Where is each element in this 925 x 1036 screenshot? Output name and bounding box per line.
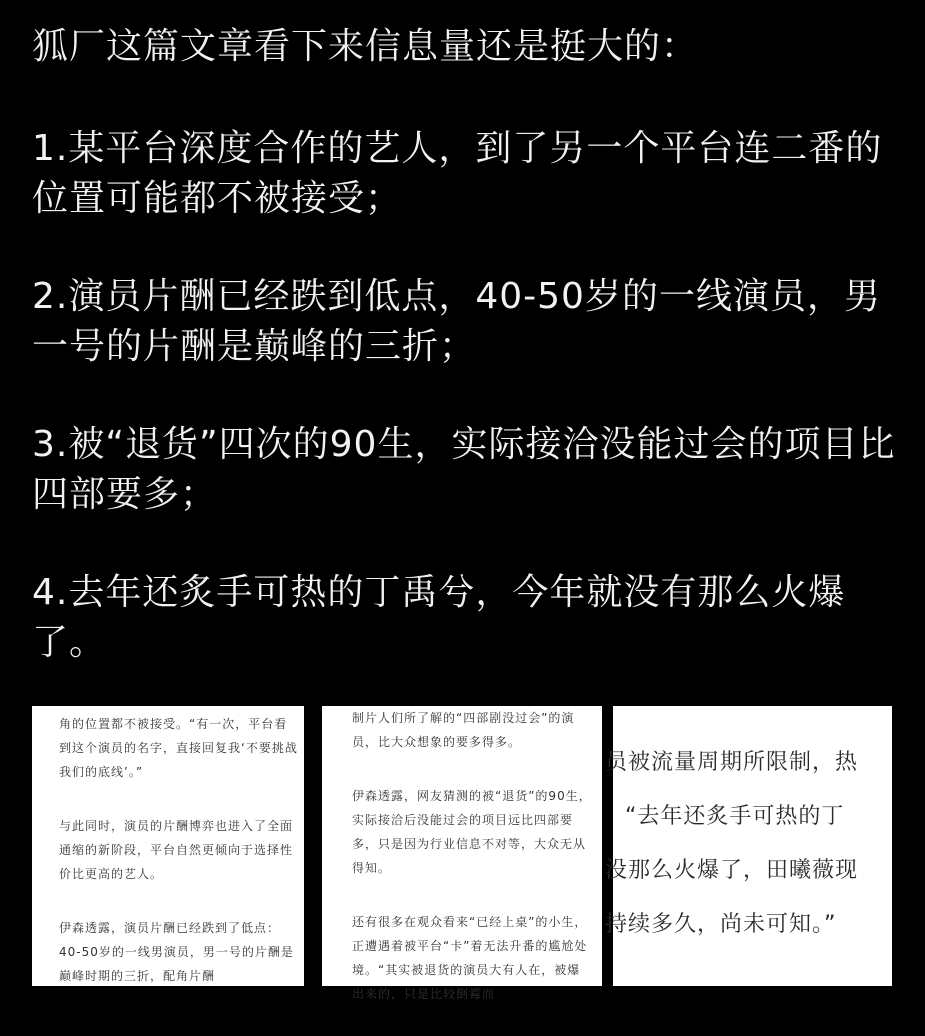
image-thumbnails xyxy=(32,706,892,1001)
post-point-4: 4.去年还炙手可热的丁禹兮，今年就没有那么火爆了。 xyxy=(32,572,846,663)
thumbnail-line: 员被流量周期所限制，热 xyxy=(605,750,859,775)
thumbnail-paragraph: 伊森透露，网友猜测的被“退货”的90生，实际接洽后没能过会的项目远比四部要多，只是因为行业信息不对等，大众无从得知。 xyxy=(352,789,592,875)
thumbnail-text xyxy=(59,712,299,1018)
thumbnail-paragraph: 角的位置都不被接受。“有一次，平台看到这个演员的名字，直接回复我‘不要挑战我们的底线’。” xyxy=(59,717,298,779)
post-point-2: 2.演员片酬已经跌到低点，40-50岁的一线演员，男一号的片酬是巅峰的三折； xyxy=(32,276,881,367)
thumbnail-line: 持续多久，尚未可知。” xyxy=(605,912,837,937)
thumbnail-paragraph: 制片人们所了解的“四部剧没过会”的演员，比大众想象的要多得多。 xyxy=(352,711,575,749)
thumbnail-line: “去年还炙手可热的丁 xyxy=(625,804,845,829)
thumbnail-paragraph: 伊森透露，演员片酬已经跌到了低点：40-50岁的一线男演员，男一号的片酬是巅峰时期的三折，配角片酬 xyxy=(59,921,294,983)
article-screenshot-thumbnail-1[interactable] xyxy=(32,706,304,986)
article-screenshot-thumbnail-2[interactable] xyxy=(322,706,602,1001)
thumbnail-text xyxy=(605,736,925,952)
thumbnail-paragraph: 还有很多在观众看来“已经上桌”的小生，正遭遇着被平台“卡”着无法升番的尴尬处境。“其实被退货的演员大有人在，被爆出来的，只是比较倒霉而 xyxy=(352,915,588,1001)
thumbnail-edge-fade xyxy=(32,706,304,712)
post-text xyxy=(32,22,912,716)
post-point-1: 1.某平台深度合作的艺人，到了另一个平台连二番的位置可能都不被接受； xyxy=(32,128,883,219)
article-screenshot-thumbnail-3[interactable] xyxy=(605,706,892,986)
post-intro: 狐厂这篇文章看下来信息量还是挺大的： xyxy=(32,26,699,67)
post-point-3: 3.被“退货”四次的90生，实际接洽没能过会的项目比四部要多； xyxy=(32,424,896,515)
thumbnail-text xyxy=(352,706,592,1036)
thumbnail-line: 没那么火爆了，田曦薇现 xyxy=(605,858,859,883)
thumbnail-paragraph: 与此同时，演员的片酬博弈也进入了全面通缩的新阶段，平台自然更倾向于选择性价比更高的艺人。 xyxy=(59,819,294,881)
